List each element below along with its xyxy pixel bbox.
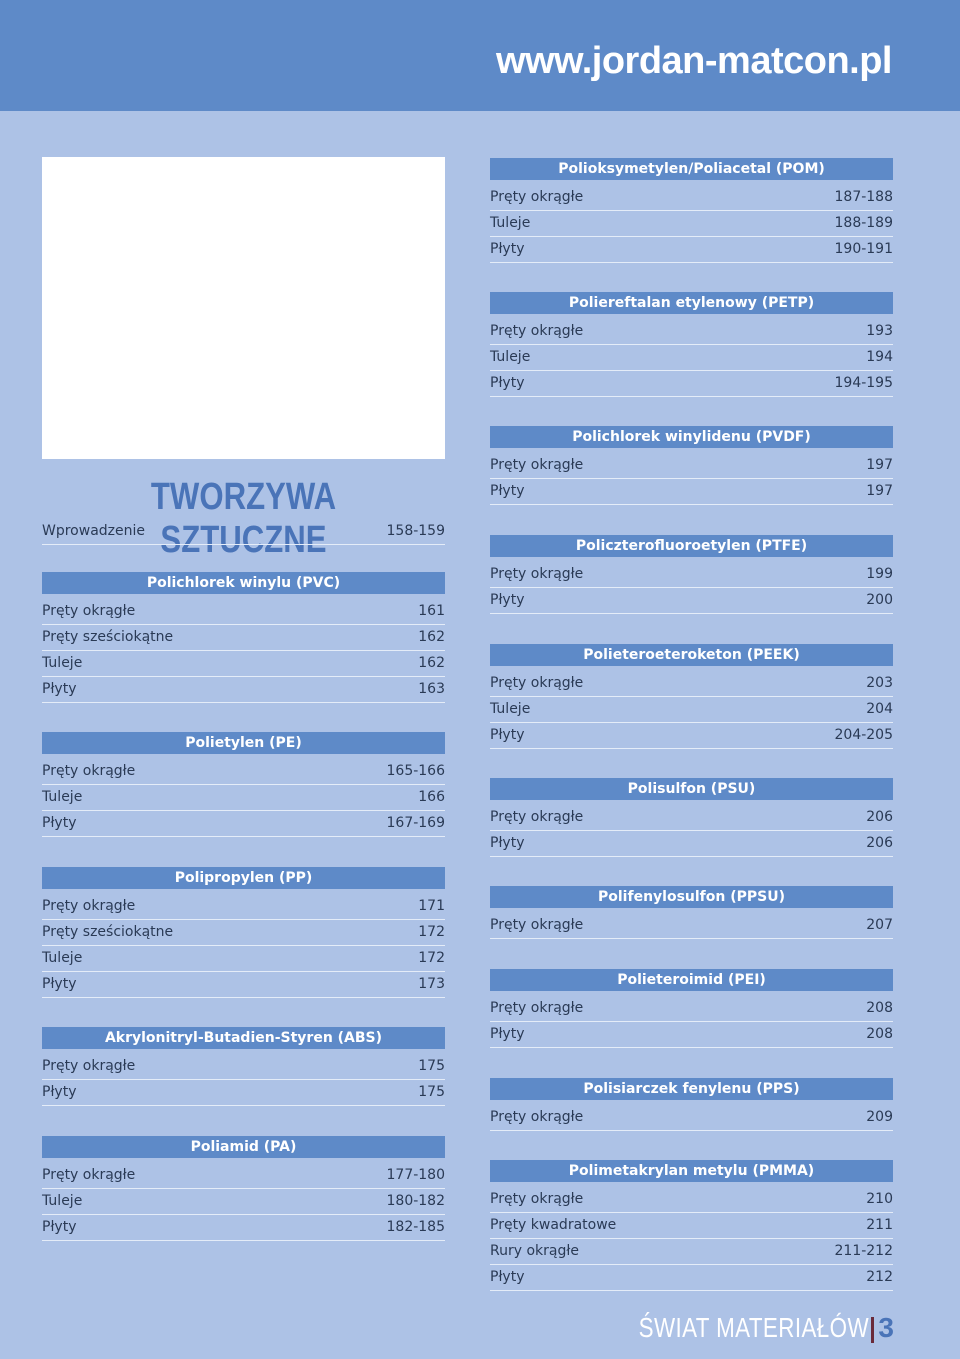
toc-label: Pręty kwadratowe (490, 1217, 617, 1233)
toc-label: Pręty sześciokątne (42, 924, 174, 940)
toc-row[interactable] (42, 758, 445, 785)
toc-pages: 161 (418, 603, 445, 619)
toc-label: Płyty (490, 592, 525, 608)
toc-pages: 197 (866, 457, 893, 473)
toc-row[interactable] (490, 1021, 893, 1048)
toc-pages: 173 (418, 976, 445, 992)
toc-label: Tuleje (42, 789, 83, 805)
toc-label: Pręty okrągłe (42, 898, 136, 914)
toc-row[interactable] (490, 1264, 893, 1291)
toc-row[interactable] (42, 1162, 445, 1189)
toc-label: Płyty (490, 375, 525, 391)
toc-pages: 172 (418, 950, 445, 966)
toc-pages: 206 (866, 809, 893, 825)
toc-row[interactable] (490, 830, 893, 857)
toc-row[interactable] (490, 210, 893, 237)
footer-divider (871, 1317, 874, 1343)
toc-pages: 158-159 (386, 523, 445, 539)
toc-label: Pręty okrągłe (42, 1167, 136, 1183)
section-header: Poliereftalan etylenowy (PETP) (490, 292, 893, 314)
toc-pages: 197 (866, 483, 893, 499)
toc-row[interactable] (490, 184, 893, 211)
toc-pages: 204 (866, 701, 893, 717)
toc-row[interactable] (490, 1212, 893, 1239)
toc-pages: 211 (866, 1217, 893, 1233)
toc-label: Pręty okrągłe (490, 809, 584, 825)
toc-pages: 165-166 (386, 763, 445, 779)
toc-label: Pręty okrągłe (490, 323, 584, 339)
toc-label: Płyty (42, 815, 77, 831)
toc-label: Pręty okrągłe (42, 603, 136, 619)
toc-label: Pręty okrągłe (42, 1058, 136, 1074)
toc-pages: 177-180 (386, 1167, 445, 1183)
section-header: Polichlorek winylidenu (PVDF) (490, 426, 893, 448)
toc-row[interactable] (42, 518, 445, 545)
product-photo (42, 157, 445, 459)
toc-label: Płyty (490, 1026, 525, 1042)
toc-row[interactable] (490, 912, 893, 939)
toc-row[interactable] (490, 236, 893, 263)
toc-label: Wprowadzenie (42, 523, 145, 539)
toc-label: Płyty (490, 1269, 525, 1285)
toc-row[interactable] (490, 670, 893, 697)
toc-label: Płyty (42, 1084, 77, 1100)
section-header: Poliamid (PA) (42, 1136, 445, 1158)
section-header: Policzterofluoroetylen (PTFE) (490, 535, 893, 557)
toc-row[interactable] (490, 722, 893, 749)
toc-row[interactable] (42, 919, 445, 946)
section-header: Polietylen (PE) (42, 732, 445, 754)
toc-row[interactable] (490, 478, 893, 505)
toc-label: Pręty okrągłe (490, 675, 584, 691)
toc-pages: 204-205 (834, 727, 893, 743)
toc-pages: 207 (866, 917, 893, 933)
toc-row[interactable] (490, 452, 893, 479)
toc-pages: 212 (866, 1269, 893, 1285)
toc-label: Pręty okrągłe (42, 763, 136, 779)
toc-pages: 211-212 (834, 1243, 893, 1259)
toc-row[interactable] (490, 804, 893, 831)
toc-row[interactable] (490, 318, 893, 345)
toc-row[interactable] (42, 624, 445, 651)
toc-row[interactable] (42, 971, 445, 998)
toc-label: Tuleje (490, 701, 531, 717)
toc-pages: 208 (866, 1000, 893, 1016)
toc-row[interactable] (42, 945, 445, 972)
section-header: Polisulfon (PSU) (490, 778, 893, 800)
toc-pages: 209 (866, 1109, 893, 1125)
site-url[interactable]: www.jordan-matcon.pl (495, 40, 892, 82)
toc-pages: 167-169 (386, 815, 445, 831)
toc-label: Pręty okrągłe (490, 457, 584, 473)
toc-row[interactable] (42, 676, 445, 703)
toc-label: Pręty okrągłe (490, 566, 584, 582)
toc-pages: 208 (866, 1026, 893, 1042)
toc-row[interactable] (42, 1214, 445, 1241)
toc-label: Płyty (42, 1219, 77, 1235)
section-header: Polimetakrylan metylu (PMMA) (490, 1160, 893, 1182)
toc-pages: 188-189 (834, 215, 893, 231)
toc-row[interactable] (42, 598, 445, 625)
toc-row[interactable] (42, 1079, 445, 1106)
toc-pages: 194 (866, 349, 893, 365)
toc-label: Rury okrągłe (490, 1243, 579, 1259)
toc-row[interactable] (42, 1053, 445, 1080)
footer (581, 1312, 894, 1344)
toc-label: Płyty (42, 976, 77, 992)
toc-pages: 171 (418, 898, 445, 914)
page-number: 3 (878, 1312, 894, 1343)
toc-label: Tuleje (42, 1193, 83, 1209)
section-header: Polioksymetylen/Poliacetal (POM) (490, 158, 893, 180)
toc-row[interactable] (490, 995, 893, 1022)
toc-row[interactable] (490, 370, 893, 397)
toc-label: Płyty (490, 727, 525, 743)
toc-label: Pręty okrągłe (490, 1000, 584, 1016)
toc-row[interactable] (490, 696, 893, 723)
toc-row[interactable] (490, 1186, 893, 1213)
toc-row[interactable] (490, 587, 893, 614)
toc-label: Pręty okrągłe (490, 1109, 584, 1125)
toc-pages: 172 (418, 924, 445, 940)
toc-pages: 194-195 (834, 375, 893, 391)
toc-row[interactable] (42, 810, 445, 837)
toc-pages: 210 (866, 1191, 893, 1207)
toc-pages: 180-182 (386, 1193, 445, 1209)
toc-row[interactable] (42, 784, 445, 811)
toc-label: Tuleje (42, 655, 83, 671)
toc-pages: 193 (866, 323, 893, 339)
toc-row[interactable] (42, 650, 445, 677)
toc-pages: 200 (866, 592, 893, 608)
section-header: Polipropylen (PP) (42, 867, 445, 889)
toc-label: Tuleje (42, 950, 83, 966)
toc-pages: 175 (418, 1084, 445, 1100)
toc-label: Płyty (490, 835, 525, 851)
toc-label: Tuleje (490, 215, 531, 231)
toc-label: Pręty sześciokątne (42, 629, 174, 645)
toc-label: Płyty (490, 241, 525, 257)
toc-pages: 199 (866, 566, 893, 582)
toc-label: Tuleje (490, 349, 531, 365)
section-header: Polifenylosulfon (PPSU) (490, 886, 893, 908)
section-header: Akrylonitryl-Butadien-Styren (ABS) (42, 1027, 445, 1049)
toc-row[interactable] (490, 1104, 893, 1131)
toc-pages: 163 (418, 681, 445, 697)
toc-pages: 175 (418, 1058, 445, 1074)
toc-label: Pręty okrągłe (490, 917, 584, 933)
page-header (0, 0, 960, 111)
section-header: Polieteroeteroketon (PEEK) (490, 644, 893, 666)
toc-label: Płyty (42, 681, 77, 697)
toc-label: Pręty okrągłe (490, 1191, 584, 1207)
section-header: Polieteroimid (PEI) (490, 969, 893, 991)
toc-pages: 206 (866, 835, 893, 851)
section-header: Polichlorek winylu (PVC) (42, 572, 445, 594)
toc-row[interactable] (490, 1238, 893, 1265)
toc-pages: 162 (418, 655, 445, 671)
footer-brand: ŚWIAT MATERIAŁÓW (639, 1312, 870, 1343)
toc-label: Płyty (490, 483, 525, 499)
toc-row[interactable] (42, 893, 445, 920)
toc-row[interactable] (490, 561, 893, 588)
section-header: Polisiarczek fenylenu (PPS) (490, 1078, 893, 1100)
toc-pages: 190-191 (834, 241, 893, 257)
toc-pages: 203 (866, 675, 893, 691)
toc-pages: 182-185 (386, 1219, 445, 1235)
toc-label: Pręty okrągłe (490, 189, 584, 205)
toc-pages: 162 (418, 629, 445, 645)
page-title: TWORZYWA SZTUCZNE (150, 476, 337, 561)
toc-row[interactable] (490, 344, 893, 371)
toc-row[interactable] (42, 1188, 445, 1215)
toc-pages: 166 (418, 789, 445, 805)
toc-pages: 187-188 (834, 189, 893, 205)
